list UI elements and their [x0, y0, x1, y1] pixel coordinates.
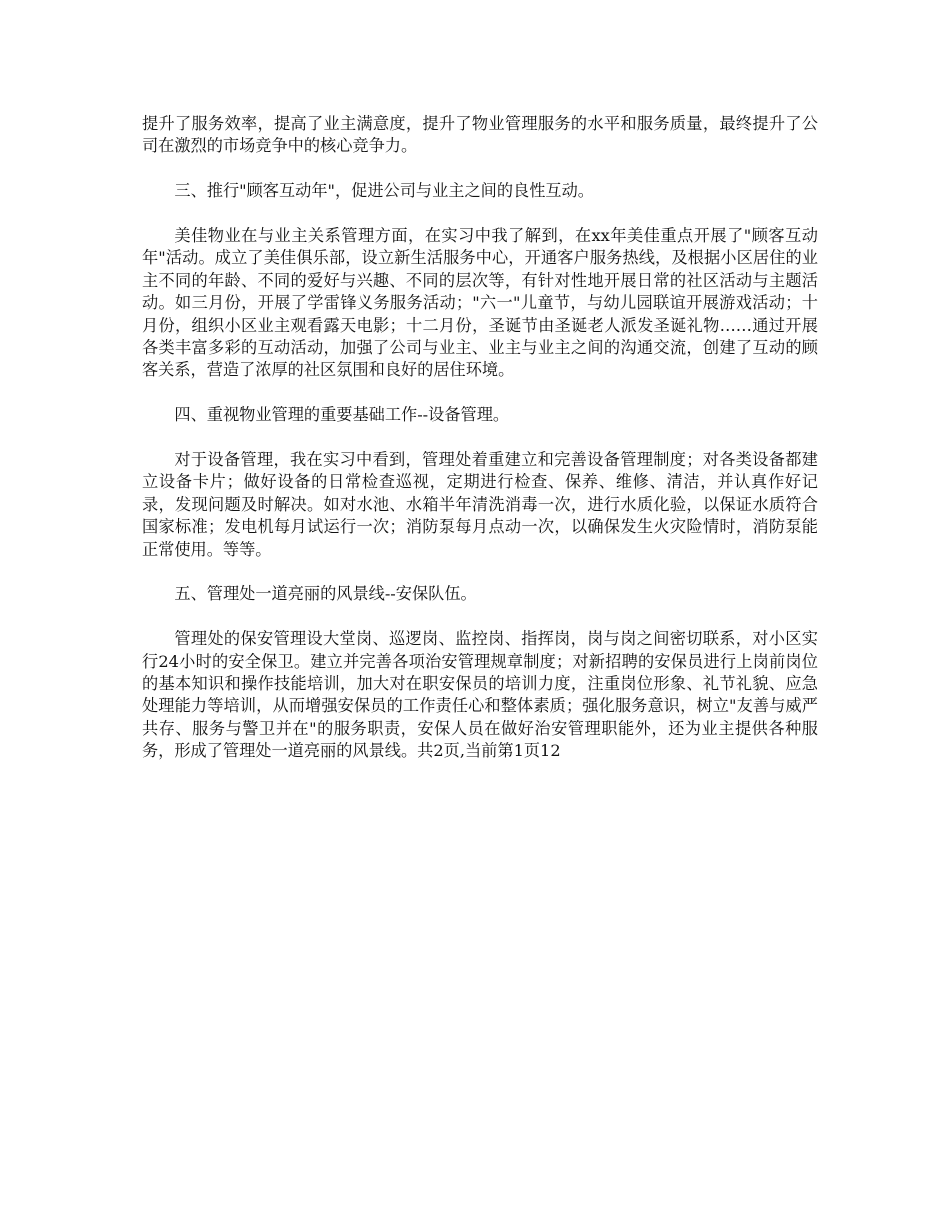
section-heading-equipment-management: 四、重视物业管理的重要基础工作--设备管理。 [174, 405, 510, 425]
paragraph-security-team: 管理处的保安管理设大堂岗、巡逻岗、监控岗、指挥岗，岗与岗之间密切联系，对小区实行24小时的安全保卫。建立并完善各项治安管理规章制度；对新招聘的安保员进行上岗前岗位的基本知识和操作技能培训，加大对在职安保员的培训力度，注重岗位形象、礼节礼貌、应急处理能力等培训，从而增强安保员的工作责任心和整体素质；强化服务意识，树立"友善与威严共存、服务与警卫并在"的服务职责，安保人员在做好治安管理职能外，还为业主提供各种服务，形成了管理处一道亮丽的风景线。共2页,当前第1页12 [142, 629, 818, 761]
paragraph-customer-interaction: 美佳物业在与业主关系管理方面，在实习中我了解到，在xx年美佳重点开展了"顾客互动年"活动。成立了美佳俱乐部，设立新生活服务中心，开通客户服务热线，及根据小区居住的业主不同的年龄、不同的爱好与兴趣、不同的层次等，有针对性地开展日常的社区活动与主题活动。如三月份，开展了学雷锋义务服务活动；"六一"儿童节，与幼儿园联谊开展游戏活动；十月份，组织小区业主观看露天电影；十二月份，圣诞节由圣诞老人派发圣诞礼物……通过开展各类丰富多彩的互动活动，加强了公司与业主、业主与业主之间的沟通交流，创建了互动的顾客关系，营造了浓厚的社区氛围和良好的居住环境。 [142, 226, 818, 380]
paragraph-equipment-management: 对于设备管理，我在实习中看到，管理处着重建立和完善设备管理制度；对各类设备都建立设备卡片；做好设备的日常检查巡视，定期进行检查、保养、维修、清洁，并认真作好记录，发现问题及时解决。如对水池、水箱半年清洗消毒一次，进行水质化验，以保证水质符合国家标准；发电机每月试运行一次；消防泵每月点动一次，以确保发生火灾险情时，消防泵能正常使用。等等。 [142, 450, 818, 559]
section-heading-security-team: 五、管理处一道亮丽的风景线--安保队伍。 [174, 584, 477, 604]
paragraph-service-efficiency: 提升了服务效率，提高了业主满意度，提升了物业管理服务的水平和服务质量，最终提升了公司在激烈的市场竞争中的核心竞争力。 [142, 114, 818, 156]
section-heading-customer-interaction: 三、推行"顾客互动年"，促进公司与业主之间的良性互动。 [174, 181, 594, 201]
document-page [142, 113, 818, 763]
